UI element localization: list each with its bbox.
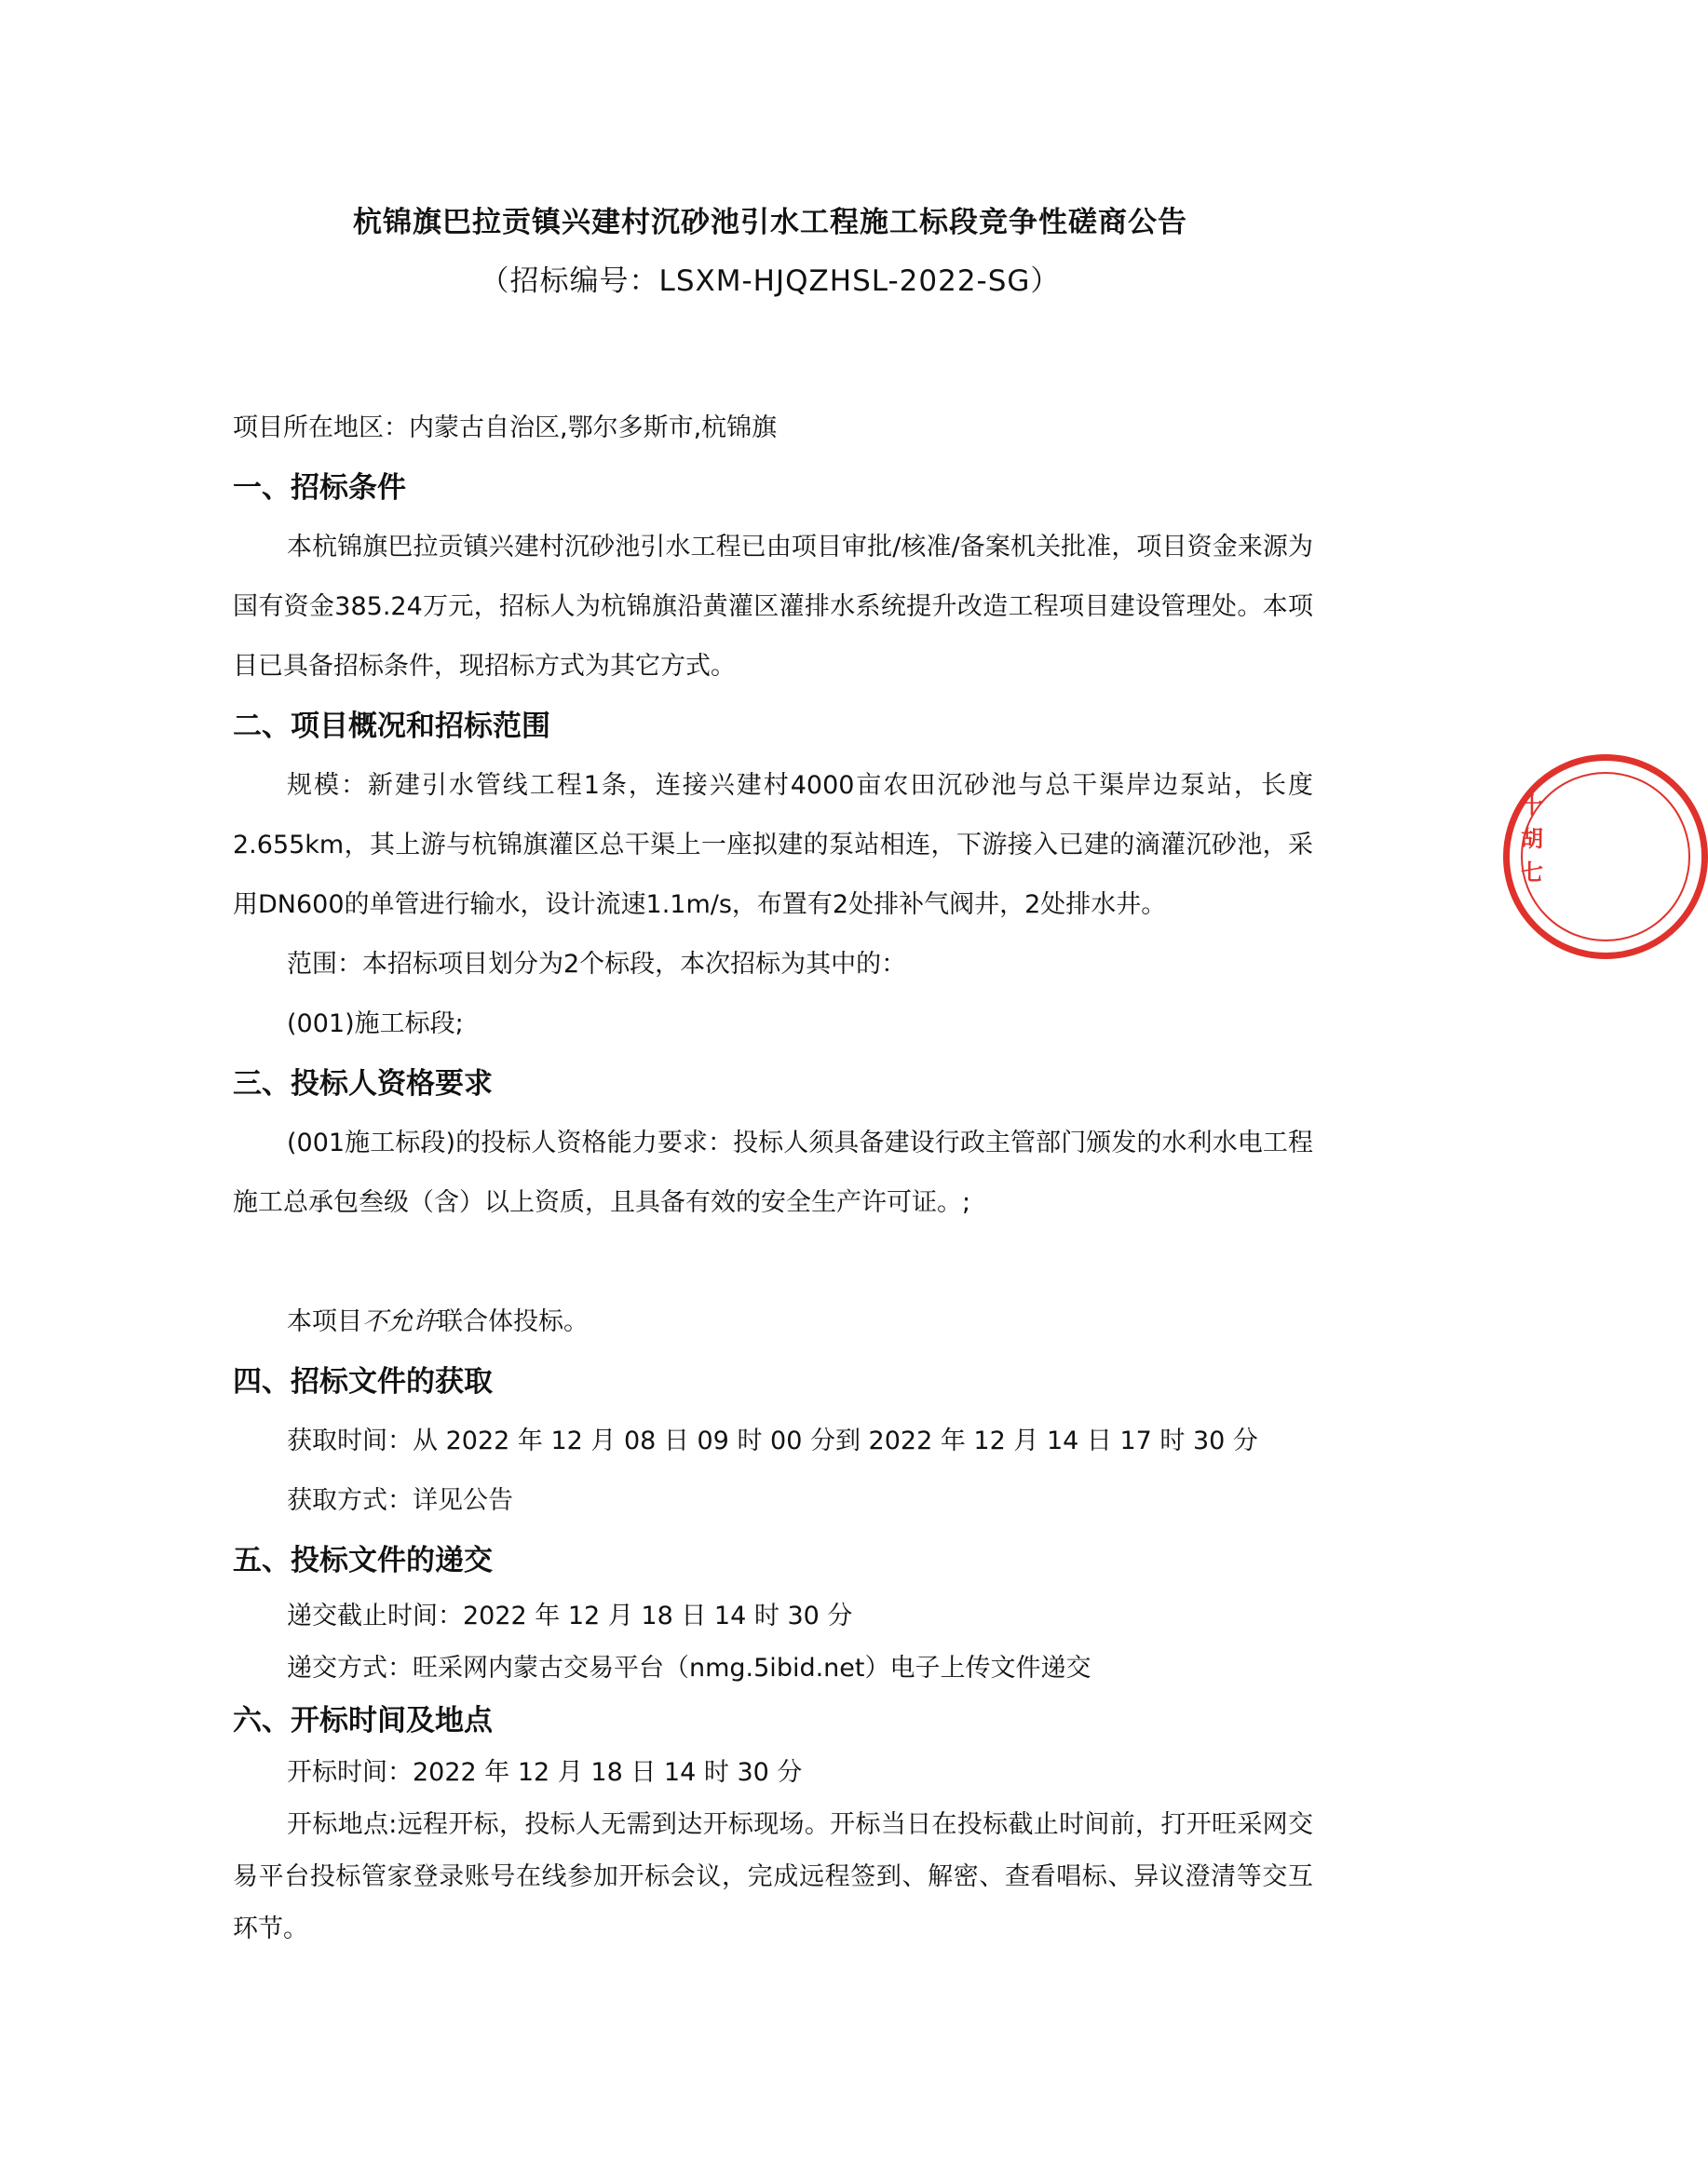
project-location: 项目所在地区：内蒙古自治区,鄂尔多斯市,杭锦旗 — [233, 413, 778, 442]
blank-line — [233, 1233, 1313, 1292]
section-heading-2: 二、项目概况和招标范围 — [233, 710, 550, 743]
section-heading-3: 三、投标人资格要求 — [233, 1067, 493, 1101]
section-2-scope: 范围：本招标项目划分为2个标段，本次招标为其中的： — [287, 950, 907, 979]
section-3-consortium — [233, 1292, 1313, 1352]
seal-text: 十胡七 — [1521, 792, 1543, 886]
consortium-post: 联合体投标。 — [438, 1307, 589, 1336]
section-heading-6: 六、开标时间及地点 — [233, 1704, 493, 1738]
section-heading-4: 四、招标文件的获取 — [233, 1365, 493, 1399]
section-2-lot: (001)施工标段; — [287, 1009, 464, 1038]
tender-number: （招标编号：LSXM-HJQZHSL-2022-SG） — [480, 264, 1061, 298]
consortium-pre: 本项目 — [287, 1307, 362, 1336]
section-6-location: 开标地点:远程开标，投标人无需到达开标现场。开标当日在投标截止时间前，打开旺采网交易平台投标管家登录账号在线参加开标会议，完成远程签到、解密、查看唱标、异议澄清等交互环节。 — [233, 1810, 1313, 1943]
section-4-method: 获取方式：详见公告 — [287, 1486, 513, 1515]
section-5-deadline: 递交截止时间：2022 年 12 月 18 日 14 时 30 分 — [287, 1602, 853, 1630]
section-2-scale: 规模：新建引水管线工程1条，连接兴建村4000亩农田沉砂池与总干渠岸边泵站，长度2.655km，其上游与杭锦旗灌区总干渠上一座拟建的泵站相连，下游接入已建的滴灌沉砂池，采用DN600的单管进行输水，设计流速1.1m/s，布置有2处排补气阀井，2处排水井。 — [233, 771, 1313, 919]
section-4-time: 获取时间：从 2022 年 12 月 08 日 09 时 00 分到 2022 年 12 月 14 日 17 时 30 分 — [287, 1427, 1258, 1455]
section-3-qualification: (001施工标段)的投标人资格能力要求：投标人须具备建设行政主管部门颁发的水利水电工程施工总承包叁级（含）以上资质，且具备有效的安全生产许可证。; — [233, 1129, 1313, 1217]
document-body — [233, 399, 1313, 1955]
section-1-paragraph: 本杭锦旗巴拉贡镇兴建村沉砂池引水工程已由项目审批/核准/备案机关批准，项目资金来源为国有资金385.24万元，招标人为杭锦旗沿黄灌区灌排水系统提升改造工程项目建设管理处。本项目已具备招标条件，现招标方式为其它方式。 — [233, 533, 1313, 681]
section-5-method: 递交方式：旺采网内蒙古交易平台（nmg.5ibid.net）电子上传文件递交 — [287, 1654, 1091, 1683]
red-seal-stamp-icon — [1503, 754, 1708, 959]
section-heading-1: 一、招标条件 — [233, 471, 406, 505]
document-title: 杭锦旗巴拉贡镇兴建村沉砂池引水工程施工标段竞争性磋商公告 — [353, 206, 1187, 239]
consortium-emphasis: 不允许 — [362, 1307, 438, 1336]
section-heading-5: 五、投标文件的递交 — [233, 1544, 493, 1577]
section-6-time: 开标时间：2022 年 12 月 18 日 14 时 30 分 — [287, 1758, 803, 1787]
